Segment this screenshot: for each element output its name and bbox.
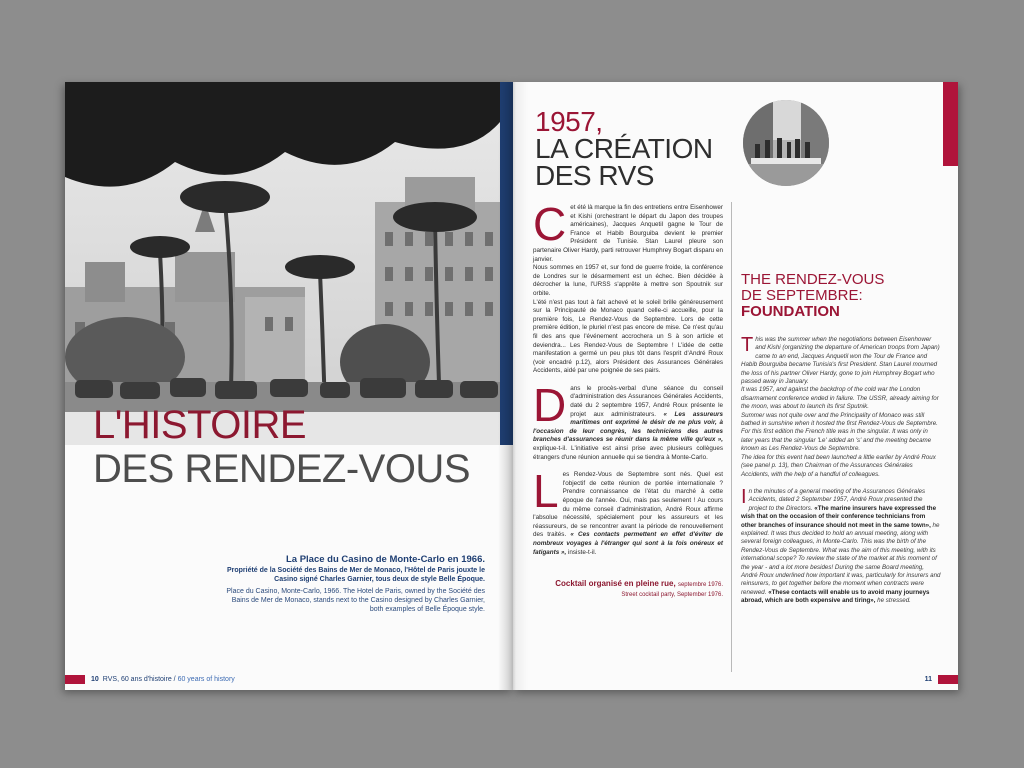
history-title-grey: DES RENDEZ-VOUS [93, 447, 470, 491]
en-paragraph-2-text: It was 1957, and against the backdrop of the cold war the London disarmament conference ended in failure. The USSR, already aiming for the moon, was about to launch its first Sputnik. [741, 386, 939, 411]
left-footer [65, 675, 235, 684]
fr-paragraph-4-text: ans le procès-verbal d'une séance du conseil d'administration des Assurances Générales Accidents, daté du 2 septembre 1957, André Roux présente le projet aux administrateurs. [570, 384, 723, 418]
en-quote-1: «The marine insurers have expressed the wish that on the occasion of their conference technicians from other branches of insurance should not meet in the same town», [741, 504, 937, 529]
fr-paragraph-5 [533, 465, 724, 557]
english-article-column [741, 272, 941, 615]
drop-cap-d: D [533, 378, 567, 431]
title-year: 1957, [535, 106, 603, 137]
casino-photo [65, 82, 500, 445]
cocktail-english: Street cocktail party, September 1976. [621, 592, 723, 598]
drop-cap-c: C [533, 198, 567, 250]
street-cocktail-photo [743, 100, 829, 186]
en-quote-2: «These contacts will enable us to avoid many journeys abroad, which are both expensive and tiring», [741, 588, 930, 605]
drop-cap-t: T [741, 334, 754, 356]
english-title [741, 272, 941, 320]
creation-title [535, 108, 713, 189]
drop-cap-i: I [741, 485, 747, 508]
en-title-line1: THE RENDEZ-VOUS [741, 271, 885, 288]
en-title-line2: DE SEPTEMBRE: [741, 287, 863, 304]
cocktail-title: Cocktail organisé en pleine rue, [555, 579, 676, 588]
fr-quote-2: « Ces contacts permettent en effet d'éviter de nombreux voyages à l'étranger qui sont à la fois onéreux et fatigants », [533, 531, 724, 556]
page-number-left: 10 [91, 676, 99, 683]
en-paragraph-5 [741, 485, 941, 606]
footer-red-marker [65, 675, 85, 684]
fr-paragraph-1-text: et été là marque la fin des entretiens entre Eisenhower et Kishi (orchestrant le départ du Japon des troupes américaines), Jacques Anquetil gagne le Tour de France et Habib Bourguiba devient le premier Président de Tunisie. Stan Laurel pleure son partenaire Oliver Hardy, parti retrouver Humphrey Bogart disparu en janvier. [533, 204, 723, 263]
drop-cap-l: L [533, 465, 559, 518]
photo-caption [225, 554, 485, 614]
footer-label-fr: RVS, 60 ans d'histoire [102, 676, 172, 683]
footer-separator: / [173, 676, 176, 683]
fr-paragraph-3-text: L'été n'est pas tout à fait achevé et le soleil brille généreusement sur la Principauté de Monaco quand celle-ci accueille, pour la première fois, Le Rendez-Vous de Septembre. Lors de cette première édition, le pluriel n'est pas encore de mise. Ce n'est qu'au fil des ans que l'événement accrochera un S à son article et deviendra... Les Rendez-Vous de Septembre ! L'idée de cette manifestation a germé un peu plus tôt dans l'esprit d'André Roux (voir encadré p.12), alors Président des Assurances Générales Accidents, aidé par une poignée de ses pairs. [533, 298, 723, 375]
fr-quote-1: « Les assureurs maritimes ont exprimé le désir de ne plus voir, à l'occasion de leur congrès, les techniciens des autres branches d'assurances se réunir dans la même ville qu'eux », [533, 410, 724, 444]
page-number-right: 11 [924, 676, 932, 683]
history-title-red: L'HISTOIRE [93, 403, 307, 447]
blue-accent-bar [500, 82, 513, 445]
en-paragraph-5-text: n the minutes of a general meeting of the Assurances Générales Accidents, dated 2 September 1957, André Roux presented the project to the Directors. [748, 487, 926, 512]
en-paragraph-5-end: he explained. It was thus decided to hold an annual meeting, along with several foreign colleagues, in Monte-Carlo. This was the birth of the Rendez-Vous de Septembre. What was the aim of this meeting, with its international scope? To review the state of the market at this moment of the year - and a lot more besides! During the same Board meeting, André Roux underlined how important it was, particularly for insurers and reinsurers, to get together before the moment when contracts were renewed. [741, 521, 941, 596]
en-paragraph-1-text: his was the summer when the negotiations between Eisenhower and Kishi (organizing the departure of American troops from Japan) came to an end, Jacques Anquetil won the Tour de France and Habib Bourguiba became Tunisia's first President. Stan Laurel mourned the loss of his partner Oliver Hardy, gone to join Humphrey Bogart who passed away in January. [741, 336, 940, 386]
en-paragraph-1 [741, 336, 941, 479]
en-title-line3: FOUNDATION [741, 303, 840, 320]
caption-english: Place du Casino, Monte-Carlo, 1966. The Hotel de Paris, owned by the Société des Bains de Mer de Monaco, stands next to the Casino designed by Charles Garnier, both examples of Belle Époque style. [226, 588, 485, 613]
fr-paragraph-4 [533, 378, 724, 462]
en-paragraph-5-final: he stressed. [877, 597, 911, 605]
left-page [65, 82, 513, 690]
fr-paragraph-1 [533, 198, 723, 376]
title-line3: DES RVS [535, 160, 654, 191]
right-footer [925, 675, 958, 684]
cocktail-date: septembre 1976. [677, 582, 723, 588]
fr-paragraph-5-end: insiste-t-il. [568, 548, 597, 556]
footer-label-en: 60 years of history [177, 676, 235, 683]
caption-title: La Place du Casino de Monte-Carlo en 1966. [285, 554, 485, 565]
title-line2: LA CRÉATION [535, 133, 713, 164]
en-paragraph-3-text: Summer was not quite over and the Principality of Monaco was still bathed in sunshine when it hosted the first Rendez-Vous de Septembre. For this first edition the French title was in the singular. It was only in later years that the singular 'Le' added an 's' and the meeting became known as Les Rendez-Vous de Septembre. [741, 411, 938, 453]
cocktail-caption [533, 579, 723, 600]
french-article-column [533, 198, 724, 566]
en-paragraph-4-text: The idea for this event had been launched a little earlier by André Roux (see panel p. 13), then Chairman of the Assurances Générales Accidents, with the help of a handful of colleagues. [741, 453, 936, 478]
fr-paragraph-2-text: Nous sommes en 1957 et, sur fond de guerre froide, la conférence de Londres sur le désarmement est un échec. Bien décidée à décrocher la lune, l'URSS s'apprête à mettre son Spoutnik sur orbite. [533, 264, 723, 297]
fr-paragraph-4-end: explique-t-il. L'initiative est ainsi prise avec plusieurs collègues étrangers d'une réunion annuelle qui se tiendra à Monte-Carlo. [533, 445, 723, 461]
red-accent-edge [943, 82, 958, 166]
column-divider [731, 202, 732, 672]
fr-paragraph-5-text: es Rendez-Vous de Septembre sont nés. Quel est l'objectif de cette réunion de portée internationale ? Prendre connaissance de l'état du marché à cette époque de l'année. Oui, mais pas seulement ! Au cours du même conseil d'administration, André Roux affirme l'absolue nécessité, spécialement pour les assureurs et les réassureurs, de se rencontrer avant la période de renouvellement des traités. [533, 471, 723, 539]
caption-french: Propriété de la Société des Bains de Mer de Monaco, l'Hôtel de Paris jouxte le Casino signé Charles Garnier, tous deux de style Belle Époque. [226, 567, 485, 583]
footer-red-marker-right [938, 675, 958, 684]
right-page [513, 82, 958, 690]
